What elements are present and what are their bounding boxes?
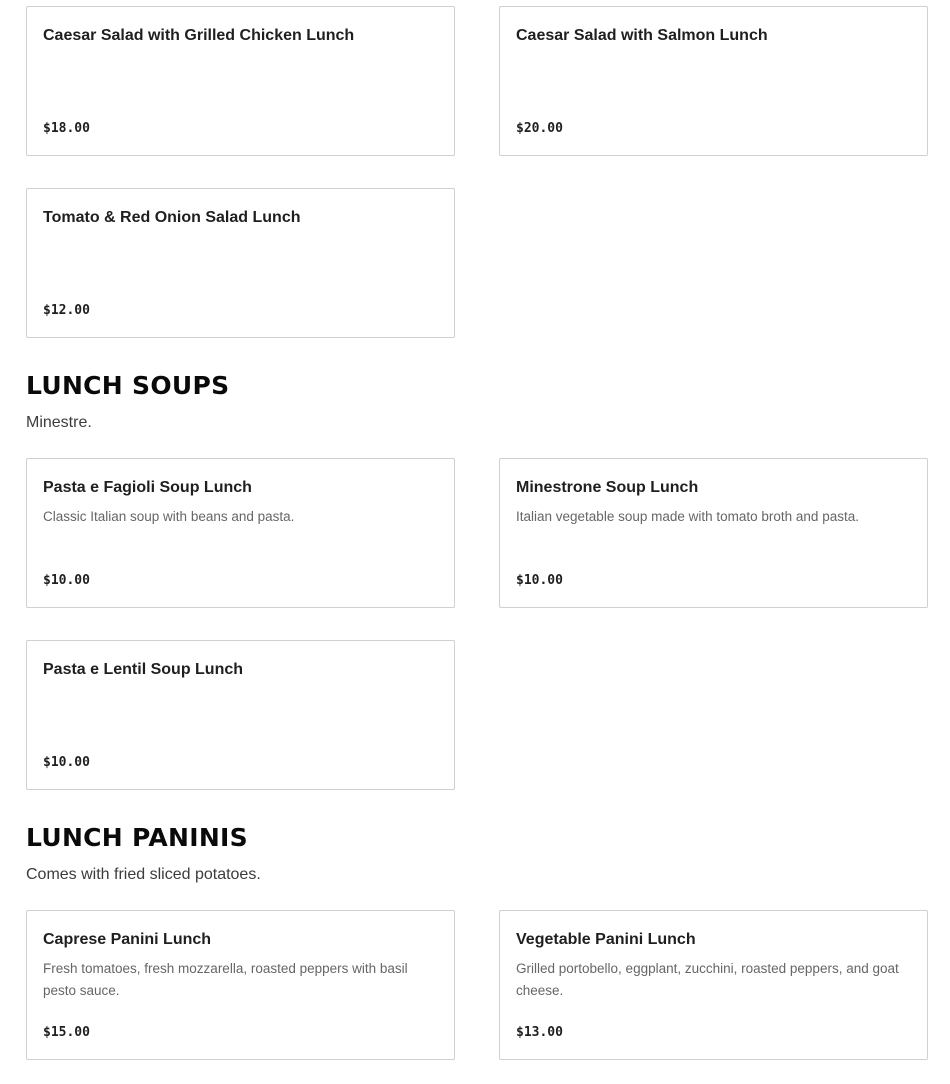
menu-item-name: Pasta e Fagioli Soup Lunch bbox=[43, 479, 252, 496]
menu-item-card[interactable] bbox=[26, 188, 455, 338]
menu-item-description: Italian vegetable soup made with tomato broth and pasta. bbox=[516, 509, 859, 524]
soups-grid bbox=[26, 458, 928, 790]
menu-item-description: Grilled portobello, eggplant, zucchini, roasted peppers, and goat cheese. bbox=[516, 961, 899, 998]
salads-grid bbox=[26, 6, 928, 338]
menu-item-price: $15.00 bbox=[43, 1025, 90, 1040]
menu-item-price: $18.00 bbox=[43, 121, 90, 136]
menu-item-card[interactable] bbox=[499, 6, 928, 156]
menu-item-price: $10.00 bbox=[43, 755, 90, 770]
menu-item-card[interactable] bbox=[26, 458, 455, 608]
section-title-paninis: LUNCH PANINIS bbox=[26, 823, 248, 852]
menu-item-price: $20.00 bbox=[516, 121, 563, 136]
section-title-soups: LUNCH SOUPS bbox=[26, 371, 230, 400]
paninis-grid bbox=[26, 910, 928, 1060]
menu-item-price: $13.00 bbox=[516, 1025, 563, 1040]
menu-item-price: $12.00 bbox=[43, 303, 90, 318]
menu-item-price: $10.00 bbox=[516, 573, 563, 588]
menu-item-name: Caesar Salad with Salmon Lunch bbox=[516, 27, 768, 44]
section-subtitle-soups: Minestre. bbox=[26, 414, 92, 431]
menu-item-name: Caprese Panini Lunch bbox=[43, 931, 212, 948]
menu-item-description: Fresh tomatoes, fresh mozzarella, roasted peppers with basil pesto sauce. bbox=[43, 961, 408, 998]
menu-item-price: $10.00 bbox=[43, 573, 90, 588]
menu-item-name: Tomato & Red Onion Salad Lunch bbox=[43, 209, 301, 226]
menu-item-card[interactable] bbox=[26, 6, 455, 156]
menu-item-name: Pasta e Lentil Soup Lunch bbox=[43, 661, 244, 678]
menu-item-name: Vegetable Panini Lunch bbox=[516, 931, 696, 948]
menu-item-description: Classic Italian soup with beans and pasta. bbox=[43, 509, 295, 524]
menu-item-card[interactable] bbox=[499, 910, 928, 1060]
menu-item-name: Caesar Salad with Grilled Chicken Lunch bbox=[43, 27, 355, 44]
menu-item-card[interactable] bbox=[26, 640, 455, 790]
section-subtitle-paninis: Comes with fried sliced potatoes. bbox=[26, 866, 261, 883]
menu-item-name: Minestrone Soup Lunch bbox=[516, 479, 699, 496]
menu-item-card[interactable] bbox=[26, 910, 455, 1060]
menu-item-card[interactable] bbox=[499, 458, 928, 608]
